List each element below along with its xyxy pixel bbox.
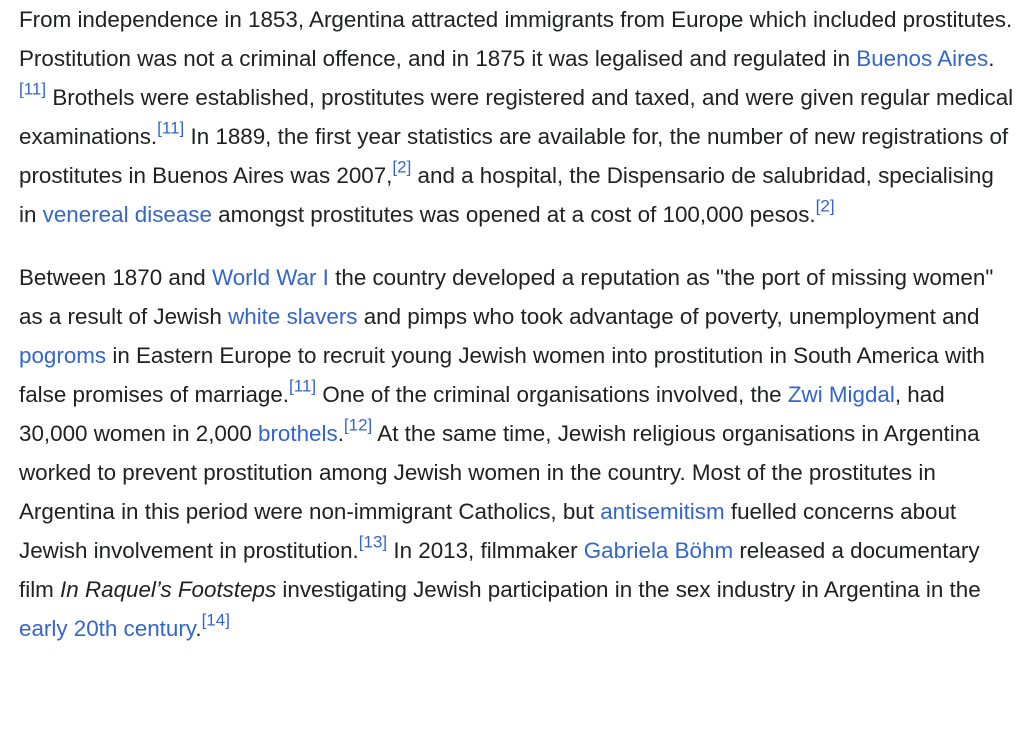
link-venereal-disease[interactable]: venereal disease (42, 202, 212, 227)
text: At the same time, Jewish religious organisations in Argentina worked to prevent prostitution among Jewish women in the country. Most of the prostitutes in Argentina in this period were non-immigrant Catholics, but (19, 421, 980, 524)
citation-link[interactable]: [12] (343, 415, 373, 435)
paragraph-port-of-missing-women (19, 258, 1014, 648)
text: , had 30,000 women in 2,000 (19, 382, 945, 446)
citation-12[interactable] (344, 415, 372, 434)
link-antisemitism[interactable]: antisemitism (600, 499, 725, 524)
citation-2[interactable] (392, 157, 411, 176)
text: fuelled concerns about Jewish involvement in prostitution. (19, 499, 957, 563)
text: and a hospital, the Dispensario de salubridad, specialising in (19, 163, 994, 227)
text: One of the criminal organisations involved, the (316, 382, 788, 407)
text: amongst prostitutes was opened at a cost of 100,000 pesos. (211, 202, 816, 227)
citation-11[interactable] (289, 376, 316, 395)
citation-13[interactable] (359, 532, 387, 551)
link-zwi-migdal[interactable]: Zwi Migdal (787, 382, 895, 407)
text: in Eastern Europe to recruit young Jewish women into prostitution in South America with false promises of marriage. (19, 343, 985, 407)
citation-14[interactable] (202, 610, 230, 629)
text: . (195, 616, 202, 641)
text: . (988, 46, 995, 71)
citation-link[interactable]: [11] (289, 376, 317, 396)
text: From independence in 1853, Argentina attracted immigrants from Europe which included prostitutes. Prostitution was not a criminal offence, and in 1875 it was legalised and regulated in (19, 7, 1013, 71)
text: investigating Jewish participation in the sex industry in Argentina in the (276, 577, 981, 602)
citation-link[interactable]: [13] (358, 532, 388, 552)
film-title: In Raquel’s Footsteps (60, 577, 277, 602)
text: In 2013, filmmaker (387, 538, 584, 563)
text: Brothels were established, prostitutes were registered and taxed, and were given regular medical examinations. (19, 85, 1014, 149)
citation-link[interactable]: [11] (157, 118, 185, 138)
text: Between 1870 and (19, 265, 212, 290)
link-buenos-aires[interactable]: Buenos Aires (856, 46, 989, 71)
citation-link[interactable]: [14] (201, 610, 230, 630)
text: In 1889, the first year statistics are available for, the number of new registrations of prostitutes in Buenos Aires was 2007, (19, 124, 1009, 188)
citation-11[interactable] (19, 79, 46, 98)
link-brothels[interactable]: brothels (258, 421, 338, 446)
link-pogroms[interactable]: pogroms (19, 343, 107, 368)
link-early-20th-century[interactable]: early 20th century (19, 616, 196, 641)
link-white-slavers[interactable]: white slavers (228, 304, 358, 329)
text: released a documentary film (19, 538, 980, 602)
citation-11[interactable] (157, 118, 184, 137)
citation-link[interactable]: [11] (19, 79, 47, 99)
citation-link[interactable]: [2] (815, 196, 835, 216)
text: . (337, 421, 344, 446)
text: and pimps who took advantage of poverty, unemployment and (357, 304, 980, 329)
paragraph-independence (19, 0, 1014, 234)
link-gabriela-bohm[interactable]: Gabriela Böhm (583, 538, 734, 563)
citation-link[interactable]: [2] (392, 157, 412, 177)
citation-2[interactable] (816, 196, 835, 215)
link-world-war-i[interactable]: World War I (211, 265, 329, 290)
text: the country developed a reputation as "the port of missing women" as a result of Jewish (19, 265, 994, 329)
